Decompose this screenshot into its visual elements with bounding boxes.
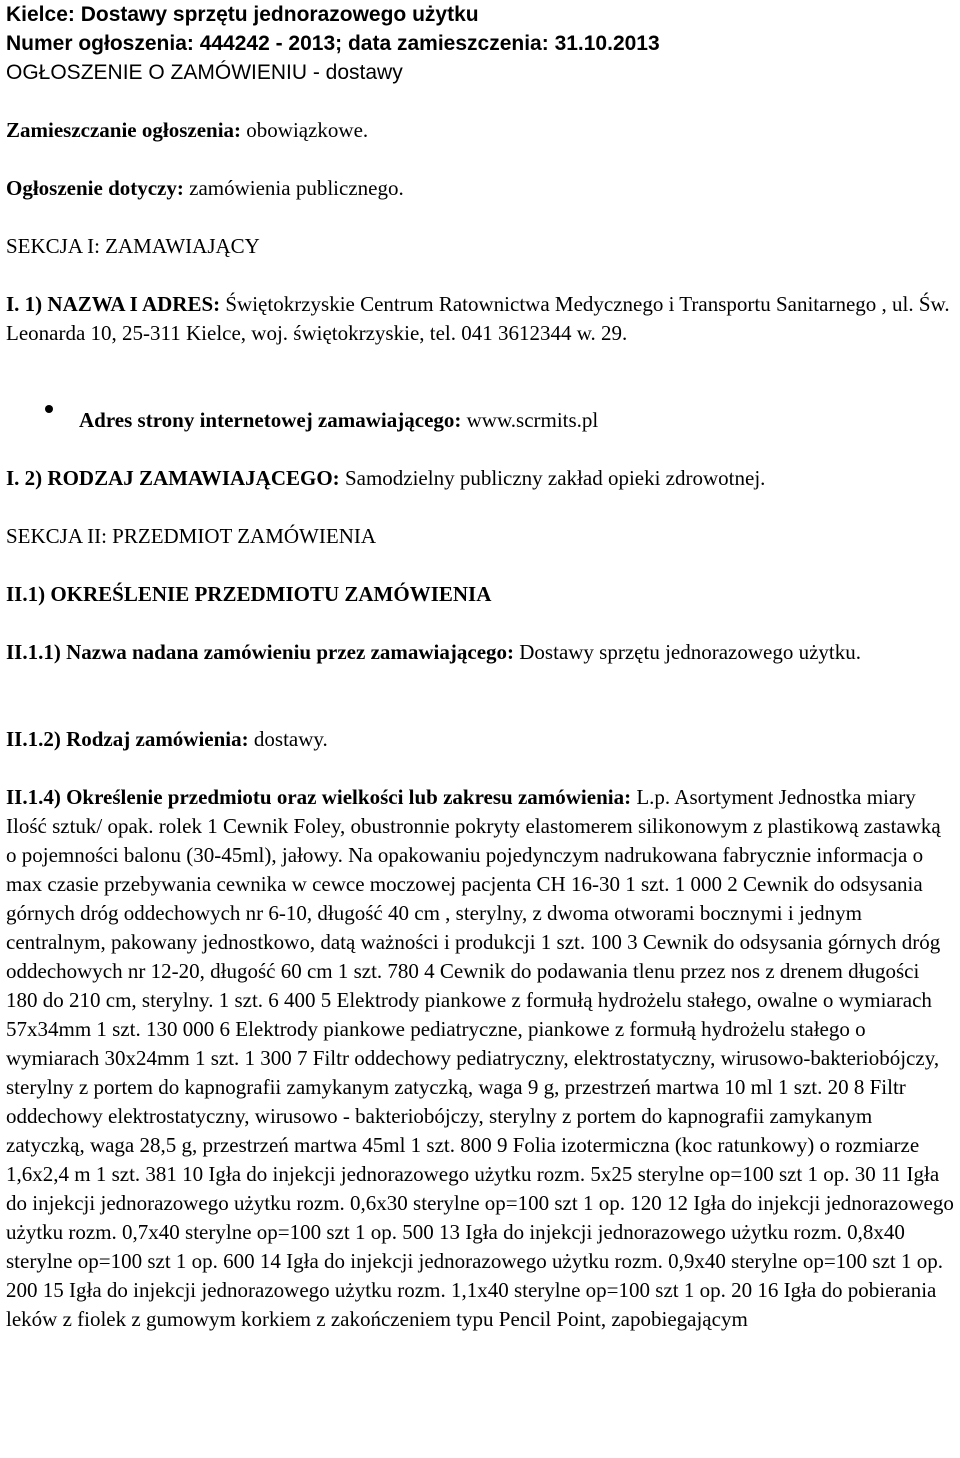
concerns-field (6, 174, 956, 203)
contract-scope-label: II.1.4) Określenie przedmiotu oraz wielkości lub zakresu zamówienia: (6, 785, 632, 809)
contract-kind-value: dostawy. (253, 727, 328, 751)
concerns-label: Ogłoszenie dotyczy: (6, 176, 184, 200)
contract-name-value: Dostawy sprzętu jednorazowego użytku. (519, 640, 861, 664)
contract-name-field (6, 638, 956, 667)
bullet-icon (45, 405, 53, 413)
contract-scope-value: L.p. Asortyment Jednostka miary Ilość sztuk/ opak. rolek 1 Cewnik Foley, obustronnie pokryty elastomerem silikonowym z plastikową zastawką o pojemności balonu (30-45ml), jałowy. Na opakowaniu pojedynczym nadrukowana fabrycznie informacja o max czasie przebywania cewnika w cewce moczowej pacjenta CH 16-30 1 szt. 1 000 2 Cewnik do odsysania górnych dróg oddechowych nr 6-10, długość 40 cm , sterylny, z dwoma otworami bocznymi i jednym centralnym, pakowany jednostkowo, datą ważności i produkcji 1 szt. 100 3 Cewnik do odsysania górnych dróg oddechowych nr 12-20, długość 60 cm 1 szt. 780 4 Cewnik do podawania tlenu przez nos z drenem długości 180 do 210 cm, sterylny. 1 szt. 6 400 5 Elektrody piankowe z formułą hydrożelu stałego, owalne o wymiarach 57x34mm 1 szt. 130 000 6 Elektrody piankowe pediatryczne, piankowe z formułą hydrożelu stałego o wymiarach 30x24mm 1 szt. 1 300 7 Filtr oddechowy pediatryczny, elektrostatyczny, wirusowo-bakteriobójczy, sterylny z portem do kapnografii zamykanym zatyczką, waga 9 g, przestrzeń martwa 10 ml 1 szt. 20 8 Filtr oddechowy elektrostatyczny, wirusowo - bakteriobójczy, sterylny z portem do kapnografii zamykanym zatyczką, waga 28,5 g, przestrzeń martwa 45ml 1 szt. 800 9 Folia izotermiczna (koc ratunkowy) o rozmiarze 1,6x2,4 m 1 szt. 381 10 Igła do injekcji jednorazowego użytku rozm. 5x25 sterylne op=100 szt 1 op. 30 11 Igła do injekcji jednorazowego użytku rozm. 0,6x30 sterylne op=100 szt 1 op. 120 12 Igła do injekcji jednorazowego użytku rozm. 0,7x40 sterylne op=100 szt 1 op. 500 13 Igła do injekcji jednorazowego użytku rozm. 0,8x40 sterylne op=100 szt 1 op. 600 14 Igła do injekcji jednorazowego użytku rozm. 0,9x40 sterylne op=100 szt 1 op. 200 15 Igła do injekcji jednorazowego użytku rozm. 1,1x40 sterylne op=100 szt 1 op. 20 16 Igła do pobierania leków z fiolek z gumowym korkiem z zakończeniem typu Pencil Point, zapobiegającym (6, 785, 954, 1331)
website-label: Adres strony internetowej zamawiającego: (79, 408, 462, 432)
concerns-value: zamówienia publicznego. (189, 176, 404, 200)
website-field (79, 406, 956, 435)
authority-name-value: Świętokrzyskie Centrum Ratownictwa Medycznego i Transportu Sanitarnego , ul. Św. Leonarda 10, 25-311 Kielce, woj. świętokrzyskie, tel. 041 3612344 w. 29. (6, 292, 950, 345)
contract-kind-label: II.1.2) Rodzaj zamówienia: (6, 727, 249, 751)
contract-name-label: II.1.1) Nazwa nadana zamówieniu przez zamawiającego: (6, 640, 515, 664)
contract-scope-field (6, 783, 956, 1334)
publication-value: obowiązkowe. (246, 118, 369, 142)
section-2-subtitle: II.1) OKREŚLENIE PRZEDMIOTU ZAMÓWIENIA (6, 582, 492, 606)
contract-kind-field (6, 725, 956, 754)
publication-field (6, 116, 956, 145)
authority-name-label: I. 1) NAZWA I ADRES: (6, 292, 221, 316)
notice-type-line: OGŁOSZENIE O ZAMÓWIENIU - dostawy (6, 61, 403, 84)
authority-type-field (6, 464, 956, 493)
contracting-authority-name (6, 290, 956, 348)
authority-type-value: Samodzielny publiczny zakład opieki zdrowotnej. (344, 466, 766, 490)
announcement-number-line: Numer ogłoszenia: 444242 - 2013; data zamieszczenia: 31.10.2013 (6, 32, 660, 55)
document-title (6, 0, 956, 87)
section-1-title: SEKCJA I: ZAMAWIAJĄCY (6, 234, 260, 258)
website-link[interactable]: www.scrmits.pl (466, 408, 599, 432)
section-2-title: SEKCJA II: PRZEDMIOT ZAMÓWIENIA (6, 524, 377, 548)
title-line: Kielce: Dostawy sprzętu jednorazowego użytku (6, 3, 479, 26)
authority-type-label: I. 2) RODZAJ ZAMAWIAJĄCEGO: (6, 466, 340, 490)
publication-label: Zamieszczanie ogłoszenia: (6, 118, 242, 142)
